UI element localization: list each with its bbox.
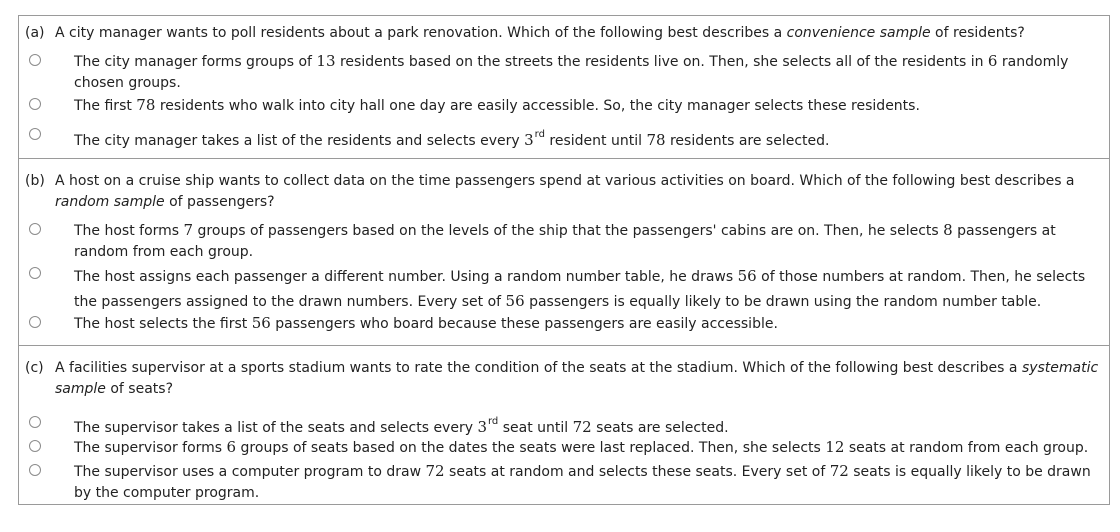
radio-button[interactable] <box>29 316 41 328</box>
radio-button[interactable] <box>29 416 41 428</box>
question-c-option-2[interactable] <box>19 437 1101 459</box>
option-text: residents based on the streets the residents live on. Then, she selects all of the residents in <box>335 54 988 70</box>
option-number: 6 <box>987 52 998 70</box>
question-b-text: A host on a cruise ship wants to collect data on the time passengers spend at various activities on board. Which of the following best describes a <box>55 173 1075 189</box>
option-text: randomly chosen groups. <box>74 54 1069 91</box>
option-text: seat until <box>498 420 573 436</box>
option-text: residents who walk into city hall one day are easily accessible. So, the city manager selects these residents. <box>155 98 920 114</box>
option-number: 78 <box>136 96 156 114</box>
question-c-text: A facilities supervisor at a sports stadium wants to rate the condition of the seats at the stadium. Which of the following best describes a <box>55 360 1022 376</box>
question-c-option-1[interactable] <box>19 410 1101 440</box>
question-a <box>19 16 1109 159</box>
option-text: passengers is equally likely to be drawn using the random number table. <box>524 294 1042 310</box>
option-number: 3 <box>524 131 534 149</box>
option-number: 8 <box>943 221 953 239</box>
option-number: 72 <box>572 418 592 436</box>
option-text: The supervisor takes a list of the seats and selects every <box>74 420 478 436</box>
question-a-option-1[interactable] <box>19 51 1101 94</box>
question-a-label: (a) <box>25 25 45 41</box>
option-text: seats at random and selects these seats. Every set of <box>444 464 830 480</box>
option-number: 7 <box>183 221 194 239</box>
option-text: passengers who board because these passengers are easily accessible. <box>270 316 778 332</box>
option-number: 3 <box>477 418 487 436</box>
question-c-label: (c) <box>25 360 44 376</box>
ordinal-suffix: rd <box>534 129 545 140</box>
option-text: The supervisor forms <box>74 440 227 456</box>
question-panel <box>18 15 1110 505</box>
radio-button[interactable] <box>29 128 41 140</box>
option-number: 78 <box>646 131 666 149</box>
question-c-stem <box>25 358 1101 400</box>
question-b-text-end: of passengers? <box>164 194 275 210</box>
option-text: passengers at random from each group. <box>74 223 1056 260</box>
question-b-option-3[interactable] <box>19 313 1101 335</box>
option-number: 72 <box>425 462 445 480</box>
option-number: 72 <box>829 462 849 480</box>
question-a-text: A city manager wants to poll residents about a park renovation. Which of the following best describes a <box>55 25 787 41</box>
radio-button[interactable] <box>29 54 41 66</box>
radio-button[interactable] <box>29 440 41 452</box>
question-c-text-end: of seats? <box>105 381 174 397</box>
option-number: 12 <box>825 438 845 456</box>
radio-button[interactable] <box>29 267 41 279</box>
option-text: The host selects the first <box>74 316 252 332</box>
question-a-emphasis: convenience sample <box>786 25 931 41</box>
option-text: groups of seats based on the dates the seats were last replaced. Then, she selects <box>236 440 826 456</box>
option-text: The host forms <box>74 223 184 239</box>
option-text: seats is equally likely to be drawn by the computer program. <box>74 464 1091 501</box>
question-b-option-1[interactable] <box>19 220 1101 263</box>
option-text: The city manager takes a list of the residents and selects every <box>74 133 525 149</box>
option-text: residents are selected. <box>665 133 830 149</box>
option-text: The host assigns each passenger a different number. Using a random number table, he draws <box>74 269 738 285</box>
option-number: 56 <box>251 314 271 332</box>
option-text: The city manager forms groups of <box>74 54 317 70</box>
radio-button[interactable] <box>29 464 41 476</box>
question-c-emphasis: systematic sample <box>55 360 1099 397</box>
option-text: seats at random from each group. <box>844 440 1089 456</box>
question-b <box>19 159 1109 346</box>
question-c-option-3[interactable] <box>19 461 1101 504</box>
radio-button[interactable] <box>29 98 41 110</box>
question-b-emphasis: random sample <box>55 194 165 210</box>
option-text: seats are selected. <box>591 420 729 436</box>
option-text: The supervisor uses a computer program to draw <box>74 464 426 480</box>
option-text: The first <box>74 98 137 114</box>
option-number: 6 <box>226 438 237 456</box>
option-text: resident until <box>544 133 647 149</box>
option-number: 13 <box>316 52 336 70</box>
question-a-option-3[interactable] <box>19 123 1101 153</box>
question-b-stem <box>25 171 1101 213</box>
option-text: of those numbers at random. Then, he selects the passengers assigned to the drawn numbers. Every set of <box>74 269 1086 310</box>
question-c <box>19 346 1109 506</box>
option-number: 56 <box>737 267 757 285</box>
question-b-option-2[interactable] <box>19 264 1101 314</box>
question-a-stem <box>25 23 1101 44</box>
option-text: groups of passengers based on the levels of the ship that the passengers' cabins are on. Then, he selects <box>193 223 944 239</box>
option-number: 56 <box>505 292 525 310</box>
radio-button[interactable] <box>29 223 41 235</box>
ordinal-suffix: rd <box>488 416 499 427</box>
question-a-option-2[interactable] <box>19 95 1101 117</box>
question-a-text-end: of residents? <box>930 25 1025 41</box>
question-b-label: (b) <box>25 173 45 189</box>
